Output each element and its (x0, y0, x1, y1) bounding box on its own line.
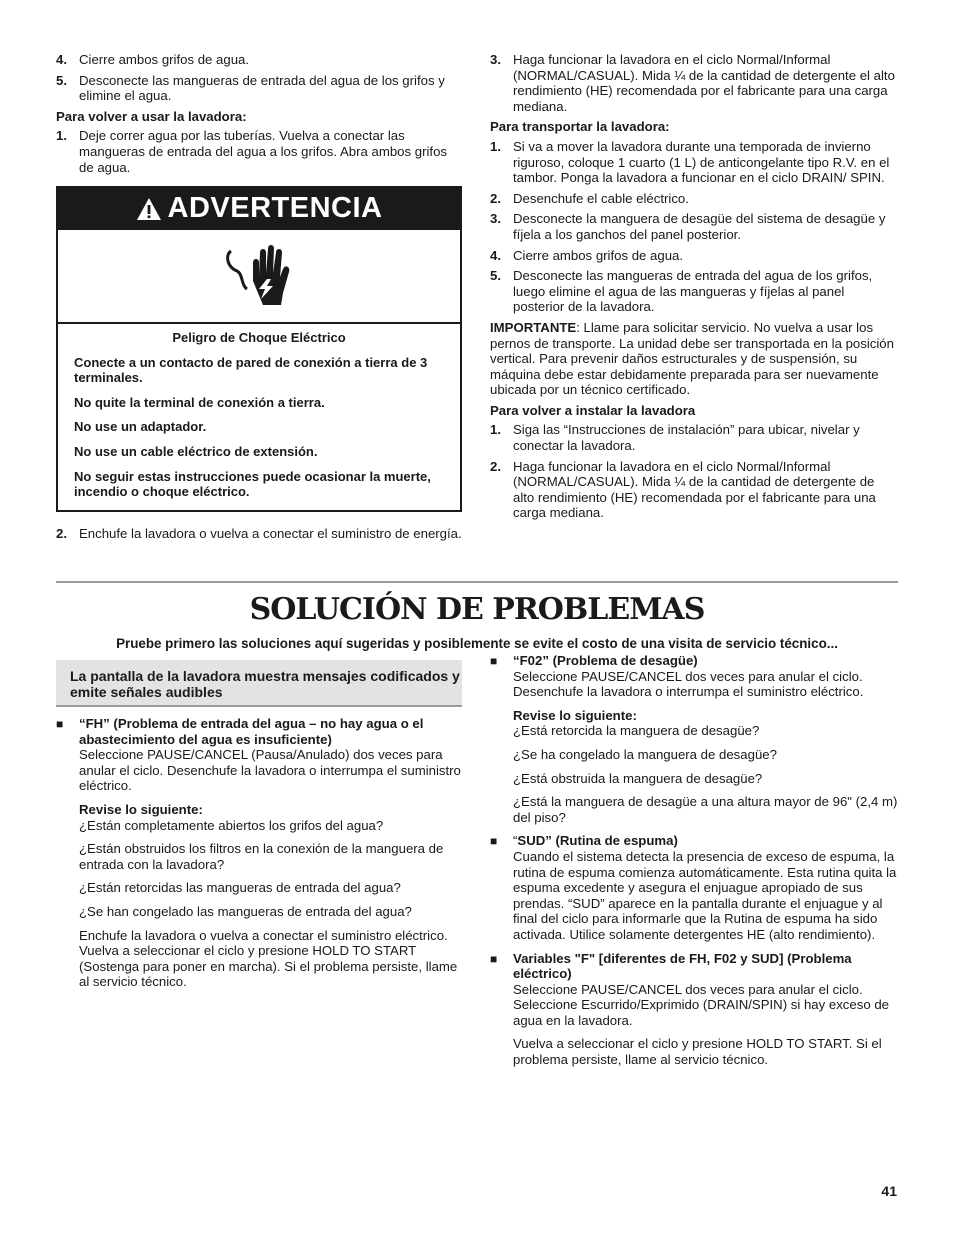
important-label: IMPORTANTE (490, 319, 577, 335)
list-item (490, 52, 898, 114)
item-number: 1. (490, 138, 501, 154)
item-text: Desconecte las mangueras de entrada del agua de los grifos, luego elimine el agua de las mangueras y fíjelas al panel posterior de la lavadora. (513, 268, 873, 315)
f02-body: Seleccione PAUSE/CANCEL dos veces para anular el ciclo. Desenchufe la lavadora o interrumpa el suministro eléctrico. (513, 668, 864, 700)
subhead-box: La pantalla de la lavadora muestra mensajes codificados y emite señales audibles (56, 660, 462, 707)
section-title: SOLUCIÓN DE PROBLEMAS (249, 592, 705, 627)
fh-check-label: Revise lo siguiente: (79, 801, 203, 817)
bullet-square-icon: ■ (490, 654, 498, 668)
variables-title: Variables "F" [diferentes de FH, F02 y SUD] (Problema eléctrico) (513, 950, 852, 982)
bullet-item-variables (490, 951, 898, 1068)
page-number: 41 (881, 1183, 897, 1199)
warning-hazard: Peligro de Choque Eléctrico (172, 330, 346, 345)
bullet-item-sud (490, 833, 898, 942)
sud-body: Cuando el sistema detecta la presencia de exceso de espuma, la rutina de espuma comienza automáticamente. Esta rutina quita la espuma excedente y asegura el enjuague apropiado de sus prendas. “SUD” aparece en la pantalla durante el enjuague y al final del ciclo para informarle que la Rutina de espuma ha sido activada. Utilice solamente detergentes HE (alto rendimiento). (513, 848, 897, 942)
item-text: Desconecte las mangueras de entrada del agua de los grifos y elimine el agua. (79, 72, 445, 104)
warning-box (56, 186, 462, 512)
f02-check-label: Revise lo siguiente: (513, 707, 637, 723)
item-number: 2. (490, 458, 501, 474)
fh-body: Seleccione PAUSE/CANCEL (Pausa/Anulado) dos veces para anular el ciclo. Desenchufe la lavadora o interrumpa el suministro eléctrico. (79, 747, 461, 794)
warning-icon-area (58, 230, 460, 324)
item-text: Haga funcionar la lavadora en el ciclo Normal/Informal (NORMAL/CASUAL). Mida ¼ de la cantidad de detergente de alto rendimiento (HE) recomendada por el fabricante para una carga mediana. (513, 458, 876, 521)
fh-title: “FH” (Problema de entrada del agua – no hay agua o el abastecimiento del agua es insuficiente) (79, 716, 424, 747)
list-item (490, 248, 898, 264)
f02-title: “F02” (Problema de desagüe) (513, 653, 698, 668)
item-text: Desconecte la manguera de desagüe del sistema de desagüe y fíjela a los ganchos del panel posterior. (513, 211, 886, 242)
warning-line: No use un adaptador. (74, 419, 207, 435)
item-number: 5. (56, 72, 67, 88)
item-number: 5. (490, 268, 501, 284)
right-column-top (490, 52, 898, 526)
list-item (490, 211, 898, 242)
list-item (56, 73, 464, 104)
f02-check: ¿Está obstruida la manguera de desagüe? (513, 770, 763, 786)
bullet-square-icon: ■ (490, 951, 498, 966)
electric-shock-hand-icon (223, 241, 295, 311)
item-text: Deje correr agua por las tuberías. Vuelva a conectar las mangueras de entrada del agua a los grifos. Abra ambos grifos de agua. (79, 128, 448, 175)
list-item (490, 268, 898, 315)
section-divider (56, 581, 898, 583)
f02-check: ¿Está retorcida la manguera de desagüe? (513, 723, 760, 739)
fh-checks (79, 818, 464, 990)
item-text: Haga funcionar la lavadora en el ciclo Normal/Informal (NORMAL/CASUAL). Mida ¼ de la cantidad de detergente el alto rendimiento (HE) recomendada por el fabricante para una carga mediana. (513, 52, 895, 114)
intro-line: Pruebe primero las soluciones aquí sugeridas y posiblemente se evite el costo de una visita de servicio técnico... (116, 636, 838, 651)
list-item (56, 526, 464, 542)
bullet-item-fh (56, 716, 464, 990)
variables-body-2: Vuelva a seleccionar el ciclo y presione HOLD TO START. Si el problema persiste, llame al servicio técnico. (513, 1036, 882, 1068)
item-text: Cierre ambos grifos de agua. (79, 52, 250, 67)
fh-check: Enchufe la lavadora o vuelva a conectar el suministro eléctrico. Vuelva a seleccionar el ciclo y presione HOLD TO START (Sostenga para poner en marcha). Si el problema persiste, llame al servicio técnico. (79, 927, 458, 990)
fh-check: ¿Se han congelado las mangueras de entrada del agua? (79, 903, 412, 919)
item-number: 2. (490, 190, 501, 206)
warning-line: No seguir estas instrucciones puede ocasionar la muerte, incendio o choque eléctrico. (74, 468, 431, 500)
item-number: 3. (490, 52, 501, 67)
item-number: 3. (490, 211, 501, 227)
sud-title-prefix: “ (513, 833, 518, 849)
item-number: 1. (490, 422, 501, 438)
fh-section (56, 716, 464, 998)
left-column-top (56, 52, 464, 180)
warning-title: ADVERTENCIA (167, 192, 383, 225)
item-text: Desenchufe el cable eléctrico. (513, 190, 689, 206)
f02-checks (513, 723, 898, 825)
item-text: Enchufe la lavadora o vuelva a conectar el suministro de energía. (79, 526, 462, 541)
sud-title-text: SUD” (Rutina de espuma) (517, 833, 678, 849)
reinstall-heading: Para volver a instalar la lavadora (490, 402, 696, 418)
left-column-after-warning (56, 526, 464, 547)
f02-check: ¿Se ha congelado la manguera de desagüe? (513, 746, 777, 762)
lower-right-column (490, 653, 898, 1073)
list-item (490, 191, 898, 207)
list-item (56, 52, 464, 68)
warning-line: No use un cable eléctrico de extensión. (74, 443, 318, 459)
warning-triangle-icon (136, 197, 162, 221)
item-number: 4. (490, 247, 501, 263)
item-number: 1. (56, 128, 67, 144)
warning-header (58, 188, 460, 230)
important-text: : Llame para solicitar servicio. No vuelva a usar los pernos de transporte. La unidad debe ser transportada en la posición vertical. Para prevenir daños estructurales y de suspensión, su máquina debe estar debidamente preparada para ser nuevamente ubicada por un técnico certificado. (490, 319, 894, 398)
reuse-heading: Para volver a usar la lavadora: (56, 108, 247, 124)
bullet-square-icon: ■ (56, 717, 64, 731)
list-item (490, 459, 898, 521)
item-number: 2. (56, 526, 67, 541)
bullet-square-icon: ■ (490, 834, 498, 849)
list-item (490, 139, 898, 186)
item-text: Cierre ambos grifos de agua. (513, 247, 684, 263)
sud-title (513, 833, 898, 849)
important-note (490, 320, 898, 398)
item-number: 4. (56, 52, 67, 67)
fh-check: ¿Están completamente abiertos los grifos del agua? (79, 817, 384, 833)
list-item (490, 422, 898, 453)
item-text: Siga las “Instrucciones de instalación” para ubicar, nivelar y conectar la lavadora. (513, 422, 860, 454)
f02-check: ¿Está la manguera de desagüe a una altura mayor de 96" (2,4 m) del piso? (513, 794, 898, 825)
fh-check: ¿Están obstruidos los filtros en la conexión de la manguera de entrada con la lavadora? (79, 841, 444, 872)
warning-line: No quite la terminal de conexión a tierra. (74, 394, 325, 410)
bullet-item-f02 (490, 653, 898, 825)
warning-line: Conecte a un contacto de pared de conexión a tierra de 3 terminales. (74, 354, 428, 386)
item-text: Si va a mover la lavadora durante una temporada de invierno riguroso, coloque 1 cuarto (1 L) de anticongelante tipo R.V. en el tambor. Ponga la lavadora a funcionar en el ciclo DRAIN/ SPIN. (513, 138, 890, 186)
variables-body: Seleccione PAUSE/CANCEL dos veces para anular el ciclo. Seleccione Escurrido/Exprimido (DRAIN/SPIN) si hay exceso de agua en la lavadora. (513, 981, 889, 1028)
list-item (56, 128, 464, 175)
warning-text (58, 324, 460, 500)
transport-heading: Para transportar la lavadora: (490, 119, 670, 135)
fh-check: ¿Están retorcidas las mangueras de entrada del agua? (79, 880, 401, 896)
